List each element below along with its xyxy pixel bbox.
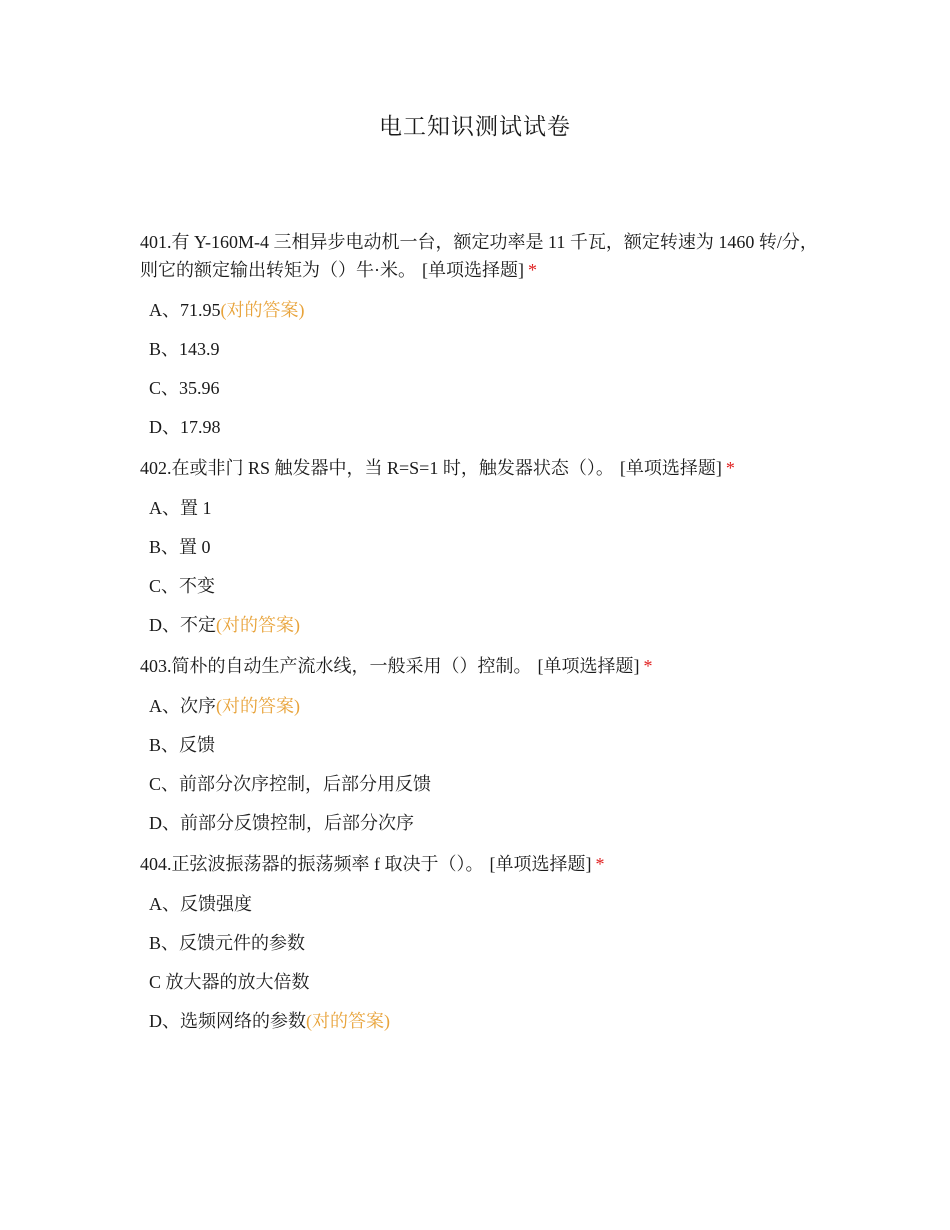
required-mark: * (643, 656, 653, 676)
option-c (149, 376, 820, 401)
option-c (149, 772, 820, 797)
question-text (140, 850, 820, 878)
correct-answer-marker: (对的答案) (216, 615, 300, 635)
question-type-tag: [单项选择题] (489, 854, 592, 874)
question-stem: 401.有 Y-160M-4 三相异步电动机一台，额定功率是 11 千瓦，额定转速为 1460 转/分，则它的额定输出转矩为（）牛·米。 (140, 232, 818, 280)
option-d (149, 1009, 820, 1034)
question-type-tag: [单项选择题] (619, 458, 722, 478)
correct-answer-marker: (对的答案) (220, 300, 305, 320)
option-b (149, 535, 820, 560)
question-type-tag: [单项选择题] (537, 656, 640, 676)
option-a (149, 892, 820, 917)
option-label: A、反馈强度 (149, 894, 252, 914)
option-label: D、前部分反馈控制，后部分次序 (149, 813, 414, 833)
option-label: B、置 0 (149, 537, 211, 557)
question-text (140, 652, 820, 680)
option-a (149, 496, 820, 521)
correct-answer-marker: (对的答案) (306, 1011, 390, 1031)
option-label: D、选频网络的参数 (149, 1011, 306, 1031)
page-title: 电工知识测试试卷 (379, 114, 571, 139)
option-b (149, 931, 820, 956)
question-list (140, 228, 820, 1048)
option-c (149, 574, 820, 599)
correct-answer-marker: (对的答案) (216, 696, 300, 716)
option-d (149, 811, 820, 836)
option-label: C、不变 (149, 576, 216, 596)
option-label: A、置 1 (149, 498, 212, 518)
required-mark: * (595, 854, 605, 874)
question-404 (140, 850, 820, 1034)
option-label: C、35.96 (149, 378, 220, 398)
option-c (149, 970, 820, 995)
option-label: D、17.98 (149, 417, 221, 437)
question-403 (140, 652, 820, 836)
question-stem: 403.简朴的自动生产流水线，一般采用（）控制。 (140, 656, 532, 676)
question-type-tag: [单项选择题] (422, 260, 524, 280)
option-d (149, 613, 820, 638)
question-402 (140, 454, 820, 638)
option-a (149, 694, 820, 719)
option-label: B、反馈元件的参数 (149, 933, 306, 953)
option-label: D、不定 (149, 615, 216, 635)
option-label: C 放大器的放大倍数 (149, 972, 310, 992)
option-label: A、71.95 (149, 300, 221, 320)
question-stem: 404.正弦波振荡器的振荡频率 f 取决于（）。 (140, 854, 484, 874)
option-label: B、143.9 (149, 339, 220, 359)
option-a (149, 298, 820, 323)
question-401 (140, 228, 820, 440)
option-label: A、次序 (149, 696, 216, 716)
question-text (140, 454, 820, 482)
option-d (149, 415, 820, 440)
option-label: B、反馈 (149, 735, 216, 755)
option-label: C、前部分次序控制，后部分用反馈 (149, 774, 432, 794)
option-b (149, 733, 820, 758)
required-mark: * (528, 260, 537, 280)
option-b (149, 337, 820, 362)
question-stem: 402.在或非门 RS 触发器中，当 R=S=1 时，触发器状态（）。 (140, 458, 614, 478)
question-text (140, 228, 820, 284)
required-mark: * (725, 458, 735, 478)
